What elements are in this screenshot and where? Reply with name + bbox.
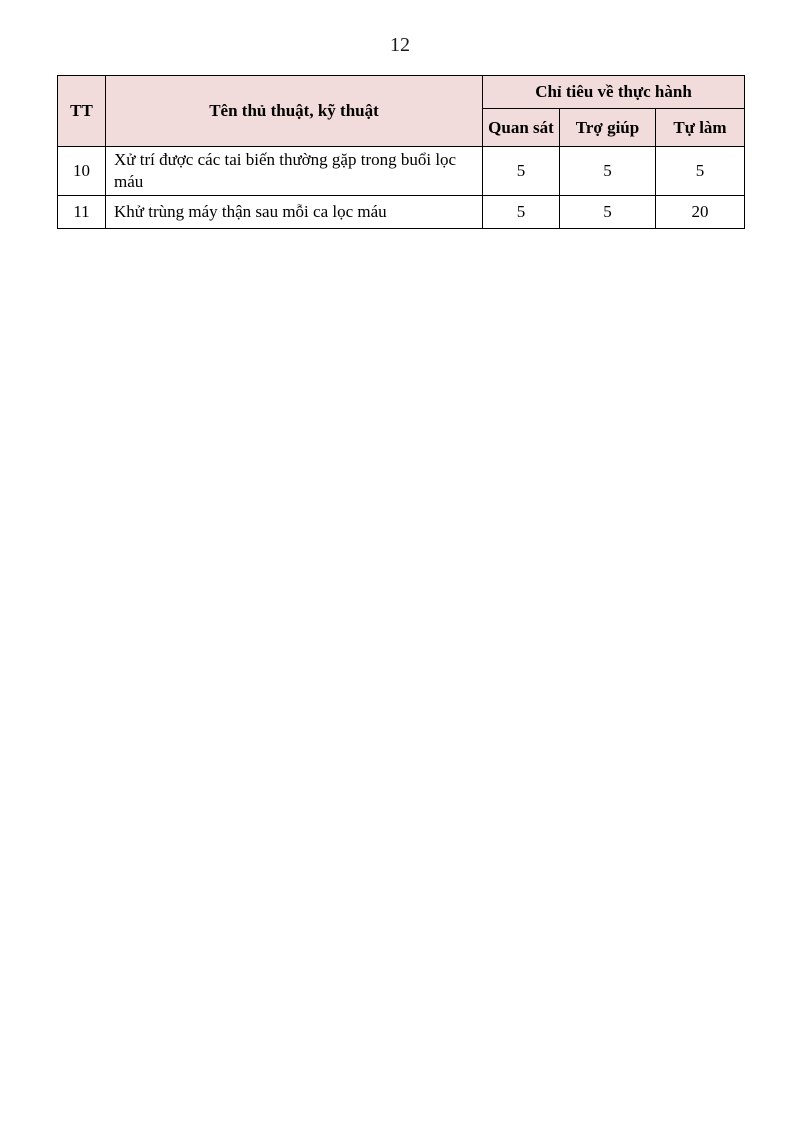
row-index-cell: 11	[58, 196, 106, 229]
practice-criteria-table	[57, 75, 745, 229]
assist-value-cell: 5	[560, 196, 656, 229]
self-perform-value-cell: 20	[656, 196, 745, 229]
assist-value-cell: 5	[560, 147, 656, 196]
header-cell-procedure-name: Tên thủ thuật, kỹ thuật	[106, 76, 483, 147]
table-row	[58, 147, 745, 196]
header-cell-self-perform: Tự làm	[656, 109, 745, 147]
observe-value-cell: 5	[483, 196, 560, 229]
header-cell-assist: Trợ giúp	[560, 109, 656, 147]
procedure-name-cell: Khử trùng máy thận sau mỗi ca lọc máu	[106, 196, 483, 229]
observe-value-cell: 5	[483, 147, 560, 196]
header-cell-observe: Quan sát	[483, 109, 560, 147]
header-cell-tt: TT	[58, 76, 106, 147]
self-perform-value-cell: 5	[656, 147, 745, 196]
page-number: 12	[390, 34, 410, 56]
header-cell-practice-criteria-group: Chỉ tiêu về thực hành	[483, 76, 745, 109]
table-row	[58, 196, 745, 229]
procedure-name-cell: Xử trí được các tai biến thường gặp trong buổi lọc máu	[106, 147, 483, 196]
row-index-cell: 10	[58, 147, 106, 196]
table-header-row-group	[58, 76, 745, 109]
